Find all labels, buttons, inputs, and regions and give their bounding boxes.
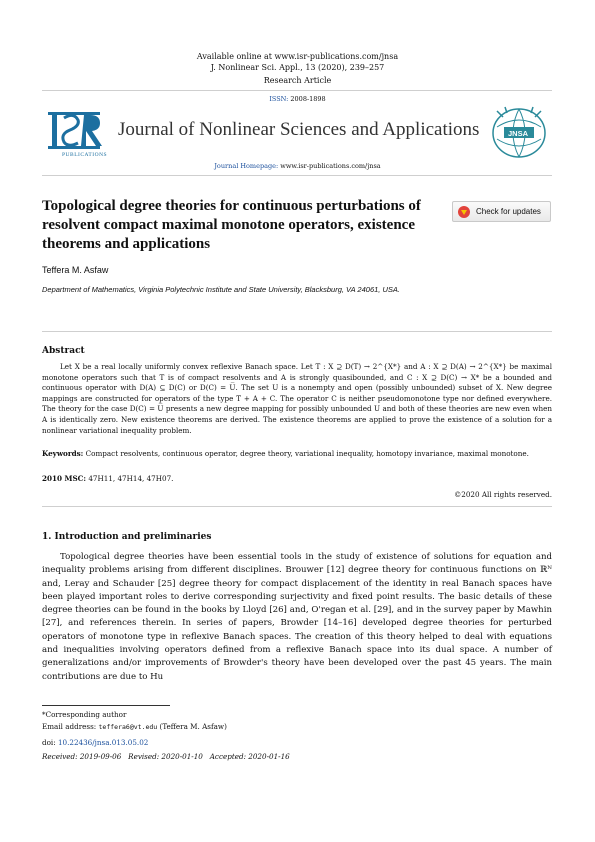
homepage-label: Journal Homepage: [214,162,279,170]
abstract-heading: Abstract [42,346,85,356]
jnsa-logo [487,105,551,161]
section-body: Topological degree theories have been essential tools in the study of existence of solutions for equation and inequality problems arising from different disciplines. Brouwer [12] degree theory for continuous functions on ℝᴺ and, Leray and Schauder [25] degree theory for compact displacement of the identity in real Banach spaces have been played important roles to derive corresponding surjectivity and fixed point results. The basic details of these degree theories can be found in the books by Lloyd [26] and, O'regan et al. [29], and in the survey paper by Mawhin [27], and references therein. In series of papers, Browder [14–16] developed degree theories for perturbed operators of monotone type in reflexive Banach spaces. The creation of this theory helped to deal with equations and inequalities involving operators defined from a reflexive Banach space into its dual space. A number of generalizations and/or improvements of Browder's theory have been developed over the past 45 years. The main contributions are due to Hu [42,552,552,682]
abstract-top-rule [42,331,552,332]
author-name: Teffera M. Asfaw [42,265,109,275]
corresponding-note: *Corresponding author [42,710,127,719]
issn-label: ISSN: [269,95,289,103]
isr-logo-subtext: PUBLICATIONS [62,152,108,158]
banner-bottom-rule [42,175,552,176]
doi-link[interactable]: 10.22436/jnsa.013.05.02 [57,738,149,747]
keywords-list: Compact resolvents, continuous operator, degree theory, variational inequality, homotopy invariance, maximal monotone. [85,449,529,458]
article-title: Topological degree theories for continuous perturbations of resolvent compact maximal monotone operators, existence theorems and applications [42,198,421,252]
footnote-rule [42,705,170,706]
check-for-updates-label: Check for updates [476,207,541,216]
copyright: ©2020 All rights reserved. [454,490,552,499]
banner-top-rule [42,90,552,91]
msc-label: 2010 MSC: [42,474,87,483]
abstract-text: Let X be a real locally uniformly convex reflexive Banach space. Let T : X ⊇ D(T) → 2^{X*} and A : X ⊇ D(A) → 2^{X*} be maximal monotone operators such that T is of compact resolvents and A is strongly quasibounded, and C : X ⊇ D(C) → X* be a bounded and continuous operator with D(A) ⊆ D(C) or D(C) = U̅. The set U is a nonempty and open (possibly unbounded) subset of X. New degree mappings are constructed for operators of the type T + A + C. The operator C is neither pseudomonotone type nor defined everywhere. The theory for the case D(C) = U̅ presents a new degree mapping for possibly unbounded U and both of these theories are new even when A is identically zero. New existence theorems are derived. The existence theorems are applied to prove the existence of a solution for a nonlinear variational inequality problem. [42,362,552,435]
email-owner: (Teffera M. Asfaw) [159,722,227,731]
isr-publications-logo [44,106,108,160]
issn [0,95,595,103]
issn-value: 2008-1898 [290,95,326,103]
citation-line: J. Nonlinear Sci. Appl., 13 (2020), 239–257 [210,63,385,72]
journal-title: Journal of Nonlinear Sciences and Applications [118,119,480,140]
email-label: Email address: [42,722,97,731]
homepage-url[interactable]: www.isr-publications.com/jnsa [280,162,381,170]
msc-codes [42,474,552,485]
availability-line: Available online at www.isr-publications.com/jnsa [196,52,399,61]
article-type: Research Article [263,76,332,85]
doi-line [42,738,148,747]
check-for-updates-button[interactable] [452,201,551,222]
update-badge-icon [457,205,471,219]
abstract-bottom-rule [42,506,552,507]
dates-line: Received: 2019-09-06 Revised: 2020-01-10 Accepted: 2020-01-16 [42,752,290,761]
author-affiliation: Department of Mathematics, Virginia Polytechnic Institute and State University, Blacksburg, VA 24061, USA. [42,285,400,294]
keywords-label: Keywords: [42,449,84,458]
journal-homepage [0,162,595,170]
jnsa-logo-text: JNSA [508,129,529,138]
email-line [42,722,227,731]
keywords [42,449,552,460]
doi-label: doi: [42,738,56,747]
section-heading: 1. Introduction and preliminaries [42,532,212,542]
msc-value: 47H11, 47H14, 47H07. [88,474,174,483]
email-address[interactable]: teffera6@vt.edu [98,723,158,731]
